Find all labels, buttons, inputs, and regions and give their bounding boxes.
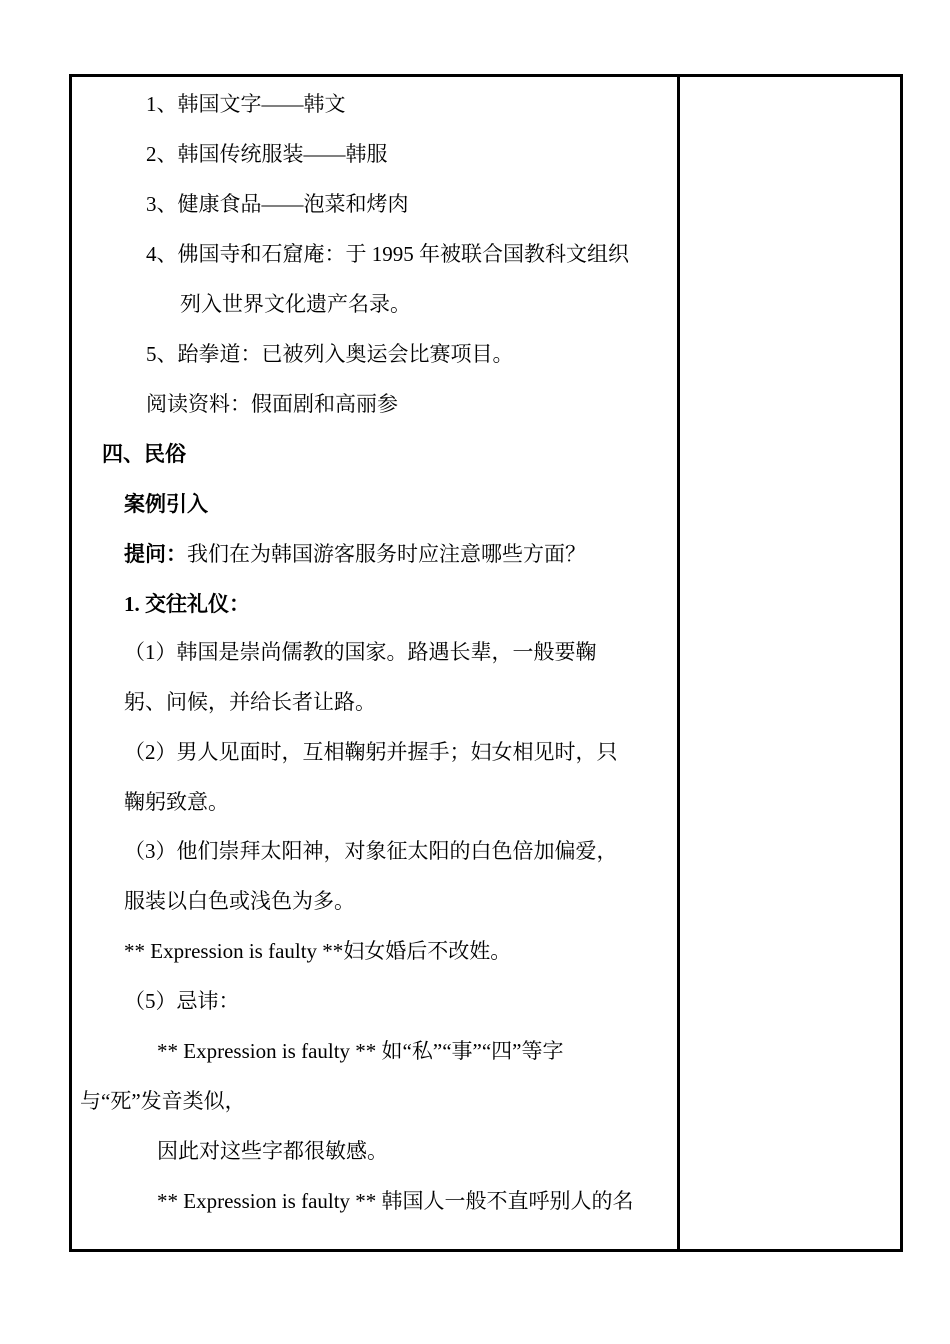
question-line [124,539,586,569]
question-label: 提问： [124,542,187,566]
text-line: （1）韩国是崇尚儒教的国家。路遇长辈，一般要鞠 [124,640,597,664]
text-line: 与“死”发音类似， [80,1089,246,1113]
column-divider [677,77,680,1249]
subheading: 1. 交往礼仪： [124,592,250,616]
text-line: 2、韩国传统服装——韩服 [146,142,388,166]
text-line: 3、健康食品——泡菜和烤肉 [146,192,409,216]
section-heading: 四、民俗 [102,442,186,466]
text-line: （3）他们崇拜太阳神，对象征太阳的白色倍加偏爱， [124,839,618,863]
text-line: ** Expression is faulty ** 如“私”“事”“四”等字 [157,1039,564,1063]
subheading: 案例引入 [124,492,208,516]
text-line: 躬、问候，并给长者让路。 [124,690,376,714]
text-line: ** Expression is faulty **妇女婚后不改姓。 [124,939,512,963]
text-line: 服装以白色或浅色为多。 [124,889,355,913]
text-line: 1、韩国文字——韩文 [146,92,346,116]
text-line: 列入世界文化遗产名录。 [180,292,411,316]
text-line: （2）男人见面时，互相鞠躬并握手；妇女相见时，只 [124,740,618,764]
question-text: 我们在为韩国游客服务时应注意哪些方面？ [187,542,586,566]
text-line: 4、佛国寺和石窟庵：于 1995 年被联合国教科文组织 [146,242,629,266]
text-line: 阅读资料：假面剧和高丽参 [146,392,398,416]
text-line: 因此对这些字都很敏感。 [157,1139,388,1163]
text-line: （5）忌讳： [124,989,240,1013]
text-line: 鞠躬致意。 [124,790,229,814]
text-line: ** Expression is faulty ** 韩国人一般不直呼别人的名 [157,1189,634,1213]
text-line: 5、跆拳道：已被列入奥运会比赛项目。 [146,342,514,366]
